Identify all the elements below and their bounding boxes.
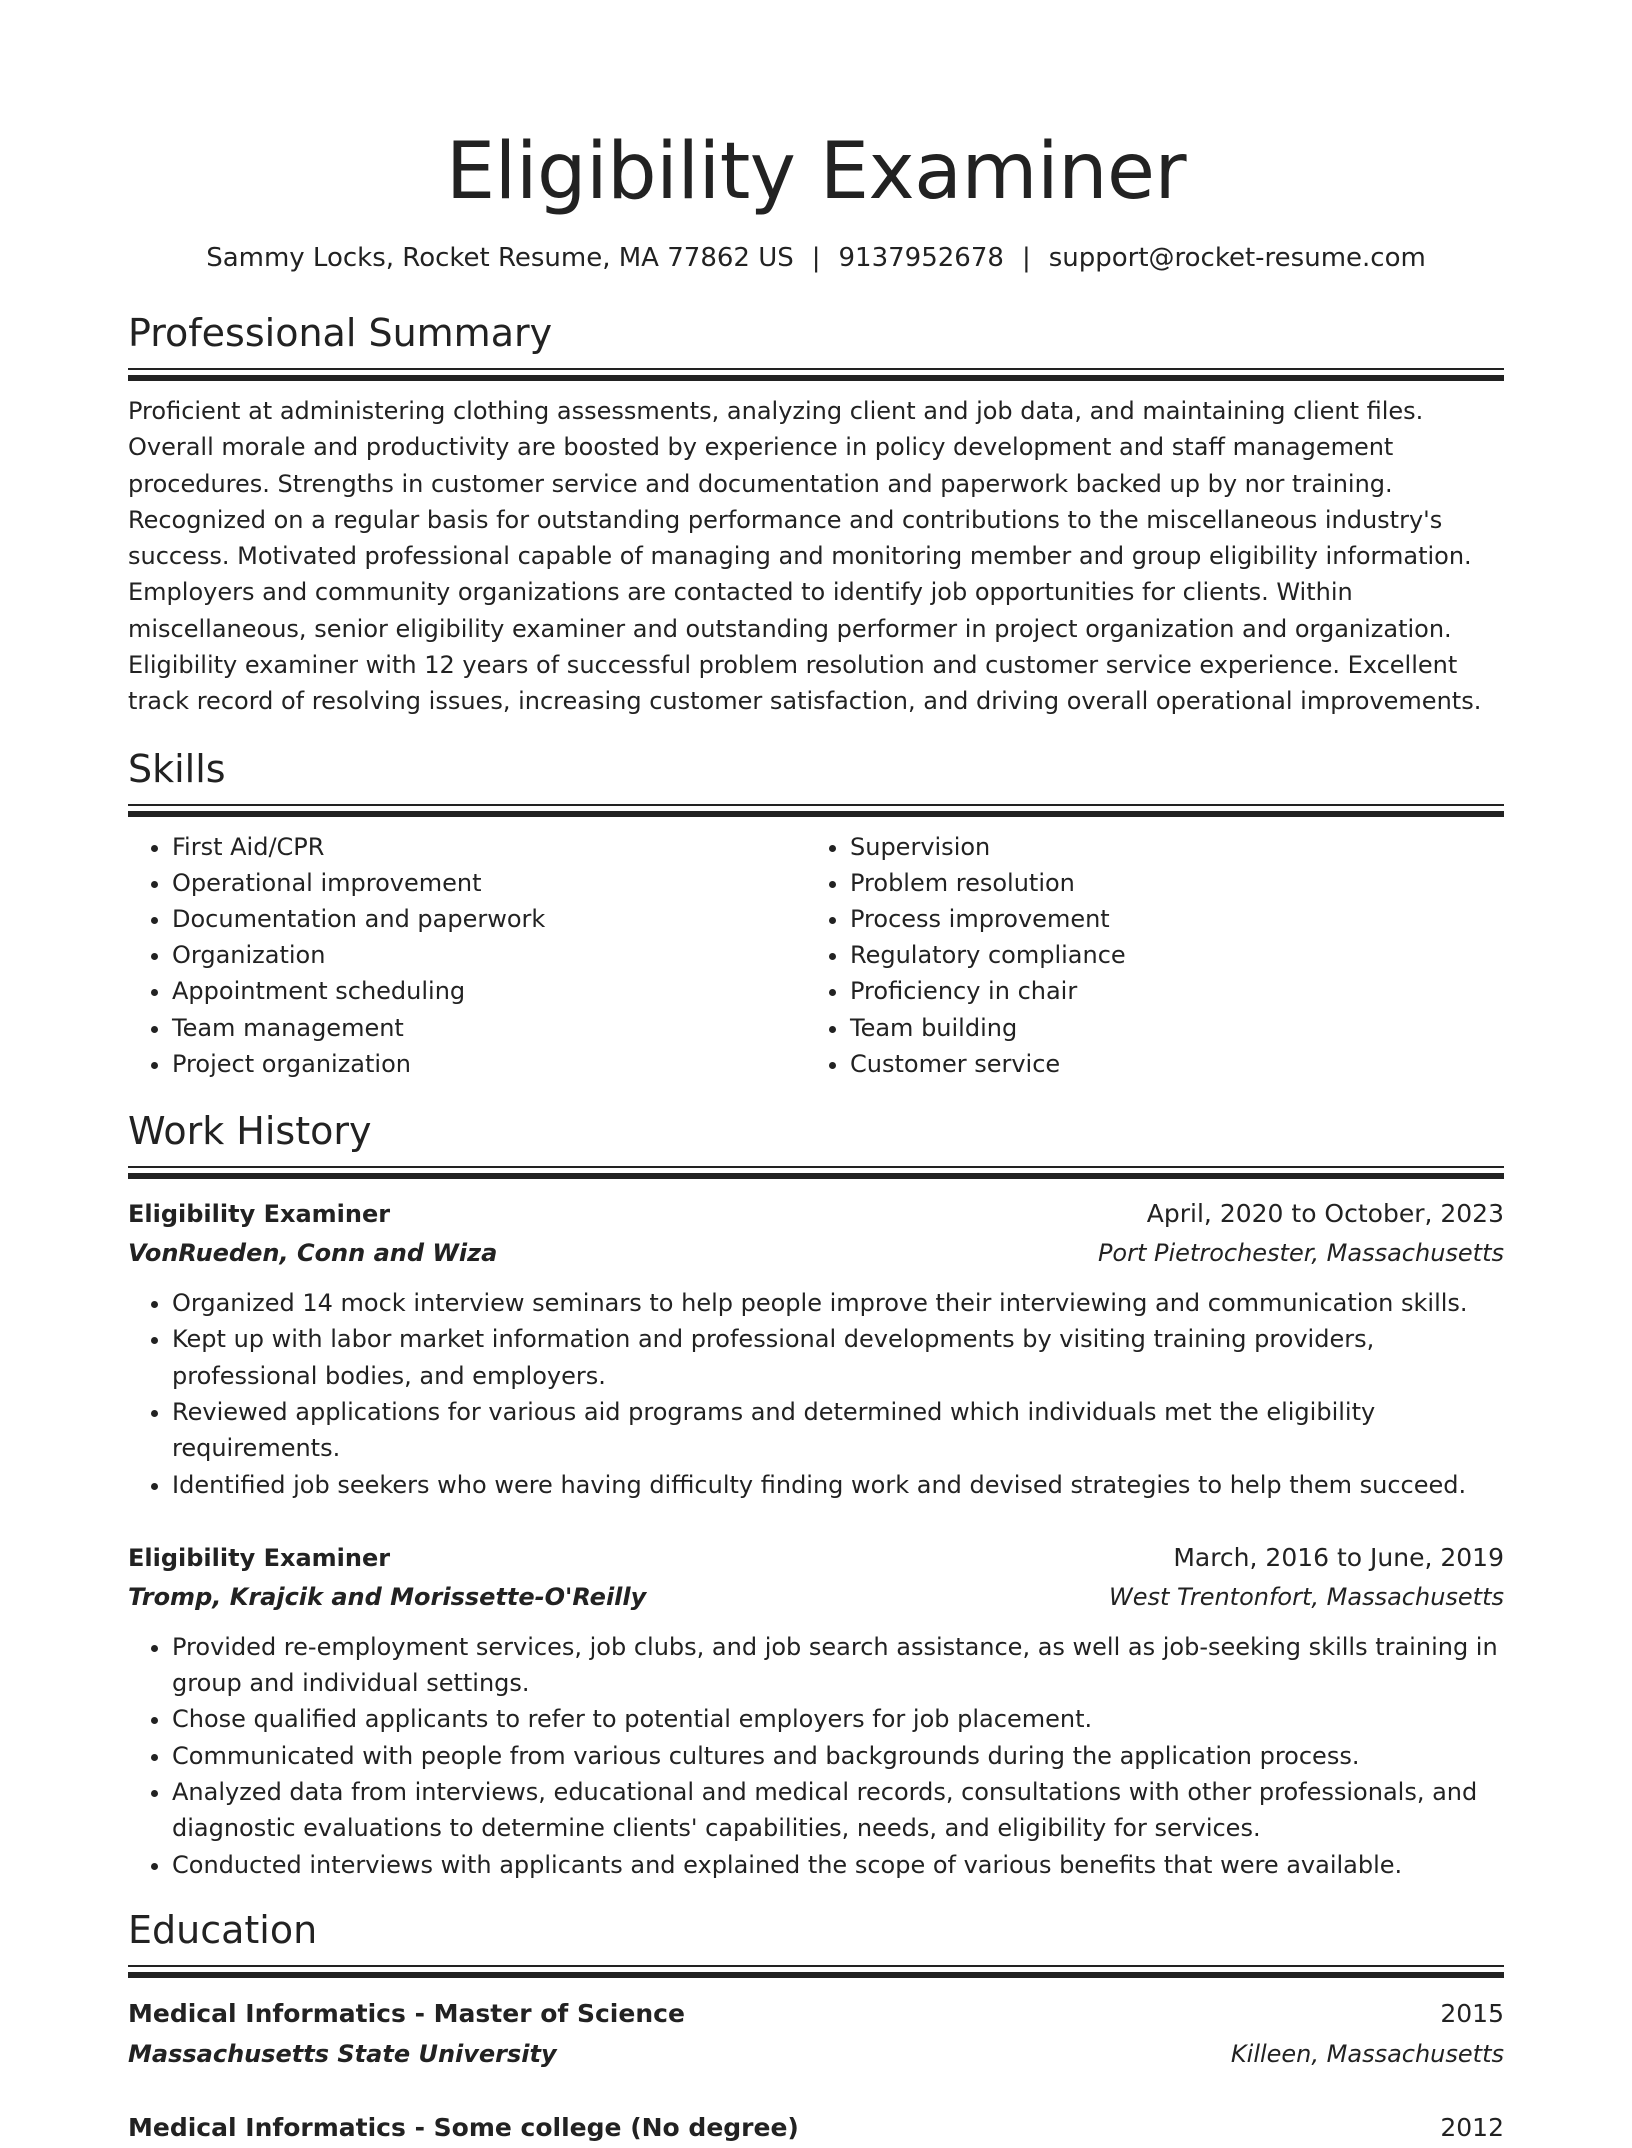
job-bullets: [128, 1629, 1504, 1883]
education-header-row: [128, 1994, 1504, 2034]
job-bullet: • Conducted interviews with applicants and explained the scope of various benefits that were available.: [172, 1847, 1504, 1883]
job-header-row: [128, 1195, 1504, 1233]
section-heading-skills: Skills: [128, 746, 226, 791]
job-dates: March, 2016 to June, 2019: [1173, 1542, 1504, 1572]
section-divider: [128, 1173, 1504, 1179]
skills-columns: [128, 829, 1504, 1082]
section-heading-education: Education: [128, 1907, 318, 1952]
job-company: Tromp, Krajcik and Morissette-O'Reilly: [128, 1582, 647, 1611]
contact-line: [128, 240, 1504, 276]
section-divider: [128, 1965, 1504, 1967]
skills-list-left: [128, 829, 806, 1082]
contact-separator: |: [1021, 243, 1031, 273]
skill-item: • Supervision: [850, 829, 1484, 865]
education-entry: [128, 2108, 1504, 2148]
education-degree: Medical Informatics - Some college (No degree): [128, 2112, 799, 2142]
contact-email[interactable]: support@rocket-resume.com: [1048, 243, 1426, 273]
job-bullet: • Communicated with people from various cultures and backgrounds during the application process.: [172, 1738, 1504, 1774]
job-bullet: • Kept up with labor market information and professional developments by visiting training providers, professional bodies, and employers.: [172, 1321, 1504, 1394]
contact-separator: |: [811, 243, 821, 273]
skills-section: [128, 744, 1504, 1082]
job-bullet: • Identified job seekers who were having difficulty finding work and devised strategies to help them succeed.: [172, 1467, 1504, 1503]
skill-item: • Problem resolution: [850, 865, 1484, 901]
job-header-row: [128, 1539, 1504, 1577]
skills-list-right: [806, 829, 1484, 1082]
skill-item: • Regulatory compliance: [850, 937, 1484, 973]
skill-item: • Customer service: [850, 1046, 1484, 1082]
job-company-row: [128, 1233, 1504, 1273]
education-school-row: [128, 2034, 1504, 2074]
section-divider: [128, 811, 1504, 817]
section-heading-work: Work History: [128, 1109, 372, 1154]
skill-item: • Project organization: [172, 1046, 806, 1082]
skill-item: • Organization: [172, 937, 806, 973]
education-location: Killeen, Massachusetts: [1230, 2039, 1504, 2068]
section-divider: [128, 1166, 1504, 1168]
job-bullet: • Reviewed applications for various aid programs and determined which individuals met the eligibility requirements.: [172, 1394, 1504, 1467]
education-year: 2012: [1440, 2112, 1504, 2142]
job-location: West Trentonfort, Massachusetts: [1109, 1582, 1504, 1611]
professional-summary-section: [128, 308, 1504, 720]
job-bullet: • Analyzed data from interviews, educational and medical records, consultations with other professionals, and diagnostic evaluations to determine clients' capabilities, needs, and eligibility for services.: [172, 1774, 1504, 1847]
job-company: VonRueden, Conn and Wiza: [128, 1239, 498, 1268]
summary-text: Proficient at administering clothing assessments, analyzing client and job data, and maintaining client files. Overall morale and productivity are boosted by experience in policy development and staff management procedures. Strengths in customer service and documentation and paperwork backed up by nor training. Recognized on a regular basis for outstanding performance and contributions to the miscellaneous industry's success. Motivated professional capable of managing and monitoring member and group eligibility information. Employers and community organizations are contacted to identify job opportunities for clients. Within miscellaneous, senior eligibility examiner and outstanding performer in project organization and organization. Eligibility examiner with 12 years of successful problem resolution and customer service experience. Excellent track record of resolving issues, increasing customer satisfaction, and driving overall operational improvements.: [128, 397, 1482, 716]
job-bullet: • Organized 14 mock interview seminars to help people improve their interviewing and communication skills.: [172, 1285, 1504, 1321]
section-heading-summary: Professional Summary: [128, 311, 553, 355]
job-title: Eligibility Examiner: [128, 1543, 391, 1572]
education-school: Massachusetts State University: [128, 2039, 557, 2068]
education-year: 2015: [1440, 1998, 1504, 2028]
contact-address: Sammy Locks, Rocket Resume, MA 77862 US: [206, 243, 794, 273]
job-dates: April, 2020 to October, 2023: [1146, 1199, 1504, 1229]
job-location: Port Pietrochester, Massachusetts: [1097, 1239, 1504, 1268]
skill-item: • Documentation and paperwork: [172, 901, 806, 937]
contact-phone: 9137952678: [838, 243, 1004, 273]
job-bullets: [128, 1285, 1504, 1503]
job-company-row: [128, 1577, 1504, 1617]
section-divider: [128, 1972, 1504, 1978]
resume-title: Eligibility Examiner: [445, 127, 1187, 217]
job-entry: [128, 1539, 1504, 1883]
education-header-row: [128, 2108, 1504, 2148]
skill-item: • First Aid/CPR: [172, 829, 806, 865]
skill-item: • Team management: [172, 1010, 806, 1046]
education-entry: [128, 1994, 1504, 2074]
job-title: Eligibility Examiner: [128, 1200, 391, 1229]
job-bullet: • Chose qualified applicants to refer to potential employers for job placement.: [172, 1701, 1504, 1737]
education-degree: Medical Informatics - Master of Science: [128, 1998, 685, 2028]
skill-item: • Operational improvement: [172, 865, 806, 901]
job-bullet: • Provided re-employment services, job clubs, and job search assistance, as well as job-seeking skills training in group and individual settings.: [172, 1629, 1504, 1702]
skill-item: • Team building: [850, 1010, 1484, 1046]
skill-item: • Appointment scheduling: [172, 973, 806, 1009]
section-divider: [128, 804, 1504, 806]
skill-item: • Proficiency in chair: [850, 973, 1484, 1009]
resume-content: [128, 0, 1504, 2148]
work-history-section: [128, 1106, 1504, 1883]
skill-item: • Process improvement: [850, 901, 1484, 937]
section-divider: [128, 368, 1504, 370]
job-entry: [128, 1195, 1504, 1503]
section-divider: [128, 375, 1504, 381]
